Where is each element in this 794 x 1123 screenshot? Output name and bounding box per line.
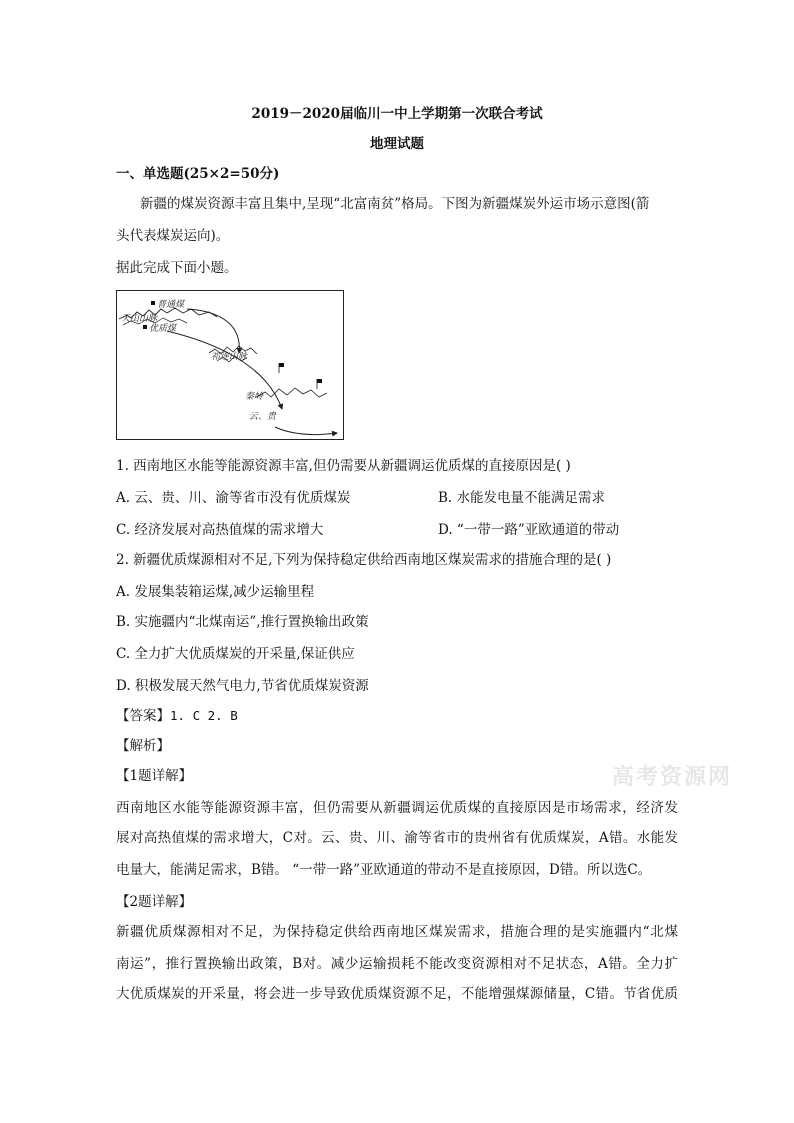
legend-quality-coal: 优质煤	[149, 324, 177, 334]
q1-option-d: D. “一带一路”亚欧通道的带动	[438, 522, 620, 538]
label-qinling: 秦岭	[245, 392, 264, 402]
detail-1-line-1: 西南地区水能等能源资源丰富，但仍需要从新疆调运优质煤的直接原因是市场需求，经济发	[116, 800, 678, 816]
label-yungui: 云、贵	[249, 412, 277, 422]
detail-1-line-3: 电量大，能满足需求，B错。 “一带一路”亚欧通道的带动不是直接原因，D错。所以选C。	[116, 862, 652, 878]
label-qilian: 祁连山脉	[211, 352, 248, 362]
label-tianshan: 天山山脉	[121, 314, 158, 324]
exam-title: 2019－2020届临川一中上学期第一次联合考试	[251, 106, 543, 122]
q1-option-a: A. 云、贵、川、渝等省市没有优质煤炭	[116, 490, 351, 506]
q2-option-b: B. 实施疆内“北煤南运”,推行置换输出政策	[116, 614, 369, 630]
answer-label: 【答案】	[116, 708, 170, 724]
exam-subtitle: 地理试题	[370, 136, 424, 152]
intro-line-2: 头代表煤炭运向)。	[116, 228, 230, 244]
detail-2-line-2: 南运”，推行置换输出政策，B对。减少运输损耗不能改变资源相对不足状态，A错。全力扩	[116, 956, 678, 972]
q2-stem: 2. 新疆优质煤源相对不足,下列为保持稳定供给西南地区煤炭需求的措施合理的是( )	[116, 552, 612, 568]
detail-1-label: 【1题详解】	[116, 768, 193, 784]
q1-option-c: C. 经济发展对高热值煤的需求增大	[116, 522, 324, 538]
q2-option-d: D. 积极发展天然气电力,节省优质煤炭资源	[116, 678, 369, 694]
qinling-ridge	[257, 388, 327, 397]
legend-quality-marker	[143, 325, 147, 329]
analysis-label: 【解析】	[116, 738, 170, 754]
intro-line-3: 据此完成下面小题。	[116, 260, 238, 276]
detail-2-line-1: 新疆优质煤源相对不足，为保持稳定供给西南地区煤炭需求，措施合理的是实施疆内“北煤	[116, 924, 678, 940]
arrow-yungui	[275, 427, 337, 435]
q1-option-b: B. 水能发电量不能满足需求	[438, 490, 606, 506]
watermark: 高考资源网	[612, 764, 733, 790]
q2-option-a: A. 发展集装箱运煤,减少运输里程	[116, 584, 315, 600]
legend-common-marker	[151, 301, 155, 305]
coal-transport-map	[116, 290, 344, 440]
legend-common-coal: 普通煤	[157, 300, 185, 310]
intro-line-1: 新疆的煤炭资源丰富且集中,呈现“北富南贫”格局。下图为新疆煤炭外运市场示意图(箭	[140, 196, 650, 212]
detail-1-line-2: 展对高热值煤的需求增大，C对。云、贵、川、渝等省市的贵州省有优质煤炭，A错。水能发	[116, 830, 678, 846]
arrow-quality-coal	[167, 331, 282, 409]
answer-row	[116, 706, 238, 726]
detail-2-label: 【2题详解】	[116, 894, 193, 910]
section-heading: 一、单选题(25×2=50分)	[116, 166, 280, 182]
answer-value: 1. C 2. B	[170, 708, 238, 723]
q2-option-c: C. 全力扩大优质煤炭的开采量,保证供应	[116, 646, 355, 662]
detail-2-line-3: 大优质煤炭的开采量，将会进一步导致优质煤资源不足，不能增强煤源储量，C错。节省优质	[116, 986, 678, 1002]
arrow-common-coal	[187, 309, 239, 353]
q1-stem: 1. 西南地区水能等能源资源丰富,但仍需要从新疆调运优质煤的直接原因是( )	[116, 458, 571, 474]
